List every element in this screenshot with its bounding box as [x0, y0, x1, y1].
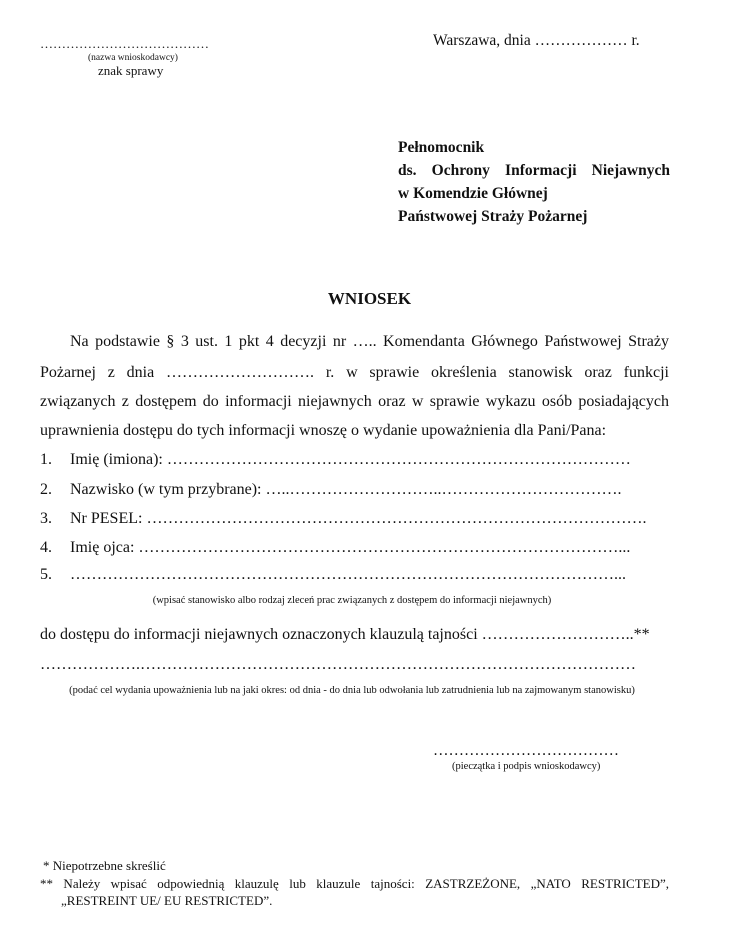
item-5-caption: (wpisać stanowisko albo rodzaj zleceń prac związanych z dostępem do informacji niejawnych)	[152, 595, 552, 606]
footnote-2-line-2: „RESTREINT UE/ EU RESTRICTED”.	[61, 893, 273, 908]
signature-field: ………………………………	[433, 742, 619, 759]
place-date: Warszawa, dnia ……………… r.	[433, 32, 640, 49]
item-3-pesel-field: Nr PESEL: ………………………………………………………………………………….	[70, 510, 647, 527]
signature-caption: (pieczątka i podpis wnioskodawcy)	[452, 761, 601, 772]
item-4-number: 4.	[40, 539, 52, 556]
clause-caption: (podać cel wydania upoważnienia lub na jaki okres: od dnia - do dnia lub odwołania lub zatrudnienia lub na zajmowanym stanowisku)	[69, 685, 635, 696]
clause-line-2: ……………….…………………………………………………………………………………	[40, 656, 636, 673]
item-3-number: 3.	[40, 510, 52, 527]
case-mark-label: znak sprawy	[98, 63, 164, 78]
intro-line-2: Pożarnej z dnia ………………………. r. w sprawie określenia stanowisk oraz funkcji	[40, 364, 669, 381]
item-5-number: 5.	[40, 566, 52, 583]
applicant-caption: (nazwa wnioskodawcy)	[88, 53, 178, 63]
item-1-number: 1.	[40, 451, 52, 468]
document-title: WNIOSEK	[327, 289, 412, 308]
intro-line-1: Na podstawie § 3 ust. 1 pkt 4 decyzji nr ….. Komendanta Głównego Państwowej Straży	[70, 333, 669, 350]
item-2-number: 2.	[40, 481, 52, 498]
addressee-line-1: Pełnomocnik	[398, 139, 485, 156]
addressee-line-3: w Komendzie Głównej	[398, 185, 548, 202]
intro-line-3: związanych z dostępem do informacji niejawnych oraz w sprawie wykazu osób posiadających	[40, 393, 669, 410]
addressee-block	[398, 136, 670, 228]
item-4-father-name-field: Imię ojca: ………………………………………………………………………………...	[70, 539, 631, 556]
addressee-line-4: Państwowej Straży Pożarnej	[398, 208, 588, 225]
footnote-1: * Niepotrzebne skreślić	[43, 858, 166, 873]
addressee-line-2: ds. Ochrony Informacji Niejawnych	[398, 162, 670, 179]
item-1-name-field: Imię (imiona): ……………………………………………………………………………	[70, 451, 631, 468]
item-5-position-field: …………………………………………………………………………………………...	[70, 566, 626, 583]
footnote-2-line-1: ** Należy wpisać odpowiednią klauzulę lub klauzule tajności: ZASTRZEŻONE, „NATO RESTRICTED”,	[40, 876, 669, 891]
clause-line-1: do dostępu do informacji niejawnych oznaczonych klauzulą tajności ………………………..**	[40, 626, 650, 643]
applicant-name-field: …………………………………	[40, 36, 209, 51]
intro-line-4: uprawnienia dostępu do tych informacji wnoszę o wydanie upoważnienia dla Pani/Pana:	[40, 422, 607, 439]
item-2-surname-field: Nazwisko (w tym przybrane): …..………………………..…………………………….	[70, 481, 622, 498]
